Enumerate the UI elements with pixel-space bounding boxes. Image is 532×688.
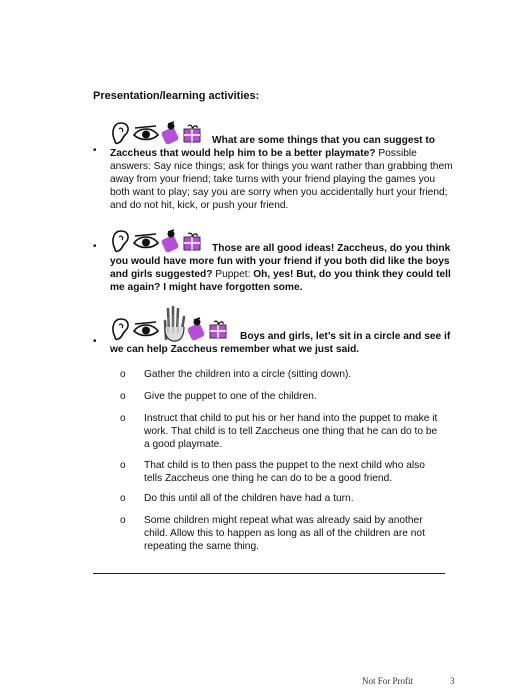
bullet-2-puppet-reply: Oh, yes! But, do you think they could tell me again? I might have forgotten some. [110,269,451,293]
page-number: 3 [450,676,455,686]
ear-icon [113,231,128,251]
sub-item-6 [120,514,444,553]
eye-icon [134,126,158,140]
activity-icons [110,121,210,147]
eye-icon [134,234,158,248]
sub-item-5 [120,492,444,505]
bullet-item-3 [110,305,455,356]
sub-item-text: Do this until all of the children have had a turn. [144,493,354,504]
puppet-icon [187,318,206,341]
sub-item-marker: o [120,391,126,402]
bullet-3-bold-text: Boys and girls, let’s sit in a circle and see if we can help Zaccheus remember what we just said. [110,331,451,355]
sub-item-marker: o [120,515,126,526]
ear-icon [113,123,128,143]
sub-item-marker: o [120,369,126,380]
sub-item-1 [120,368,444,381]
bullet-1-text: Possible answers: Say nice things; ask for things you want rather than grabbing them away from your friend; take turns with your friend playing the games you both want to play; say you are sorry when you accidentally hurt your friend; and do not hit, kick, or push your friend. [110,148,453,211]
sub-item-text: That child is to then pass the puppet to the next child who also tells Zaccheus one thing he can do to be a good friend. [144,460,425,484]
gift-box-icon [184,125,200,142]
eye-icon [134,322,158,336]
sub-item-text: Give the puppet to one of the children. [144,391,317,402]
footer-divider [93,573,445,574]
gift-box-icon [184,233,200,250]
bullet-marker: • [93,145,97,156]
bullet-item-2 [110,229,455,294]
sub-item-4 [120,459,444,485]
ear-icon [113,319,128,339]
bullet-1-bold-text: What are some things that you can suggest to Zaccheus that would help him to be a better playmate? [110,135,436,159]
puppet-icon [161,230,180,253]
section-heading: Presentation/learning activities: [93,90,260,102]
sub-item-text: Instruct that child to put his or her hand into the puppet to make it work. That child is to tell Zaccheus one thing that he can do to be a good playmate. [144,413,438,450]
bullet-marker: • [93,336,97,347]
sub-item-marker: o [120,413,126,424]
sub-item-3 [120,412,444,451]
sub-item-marker: o [120,460,126,471]
sub-item-2 [120,390,444,403]
gift-box-icon [210,321,226,338]
hand-icon [165,307,184,341]
activity-icons [110,305,238,343]
bullet-2-bold-text: Those are all good ideas! Zaccheus, do you think you would have more fun with your friend if you both did like the boys and girls suggested? [110,243,451,280]
puppet-icon [161,122,180,145]
activity-icons [110,229,210,255]
sub-item-marker: o [120,493,126,504]
footer-label: Not For Profit [362,676,414,686]
bullet-marker: • [93,241,97,252]
sub-item-text: Gather the children into a circle (sitting down). [144,369,352,380]
bullet-item-1 [110,121,455,212]
sub-item-text: Some children might repeat what was already said by another child. Allow this to happen as long as all of the children are not repeating the same thing. [144,515,425,552]
bullet-2-text: Puppet: [212,269,254,280]
